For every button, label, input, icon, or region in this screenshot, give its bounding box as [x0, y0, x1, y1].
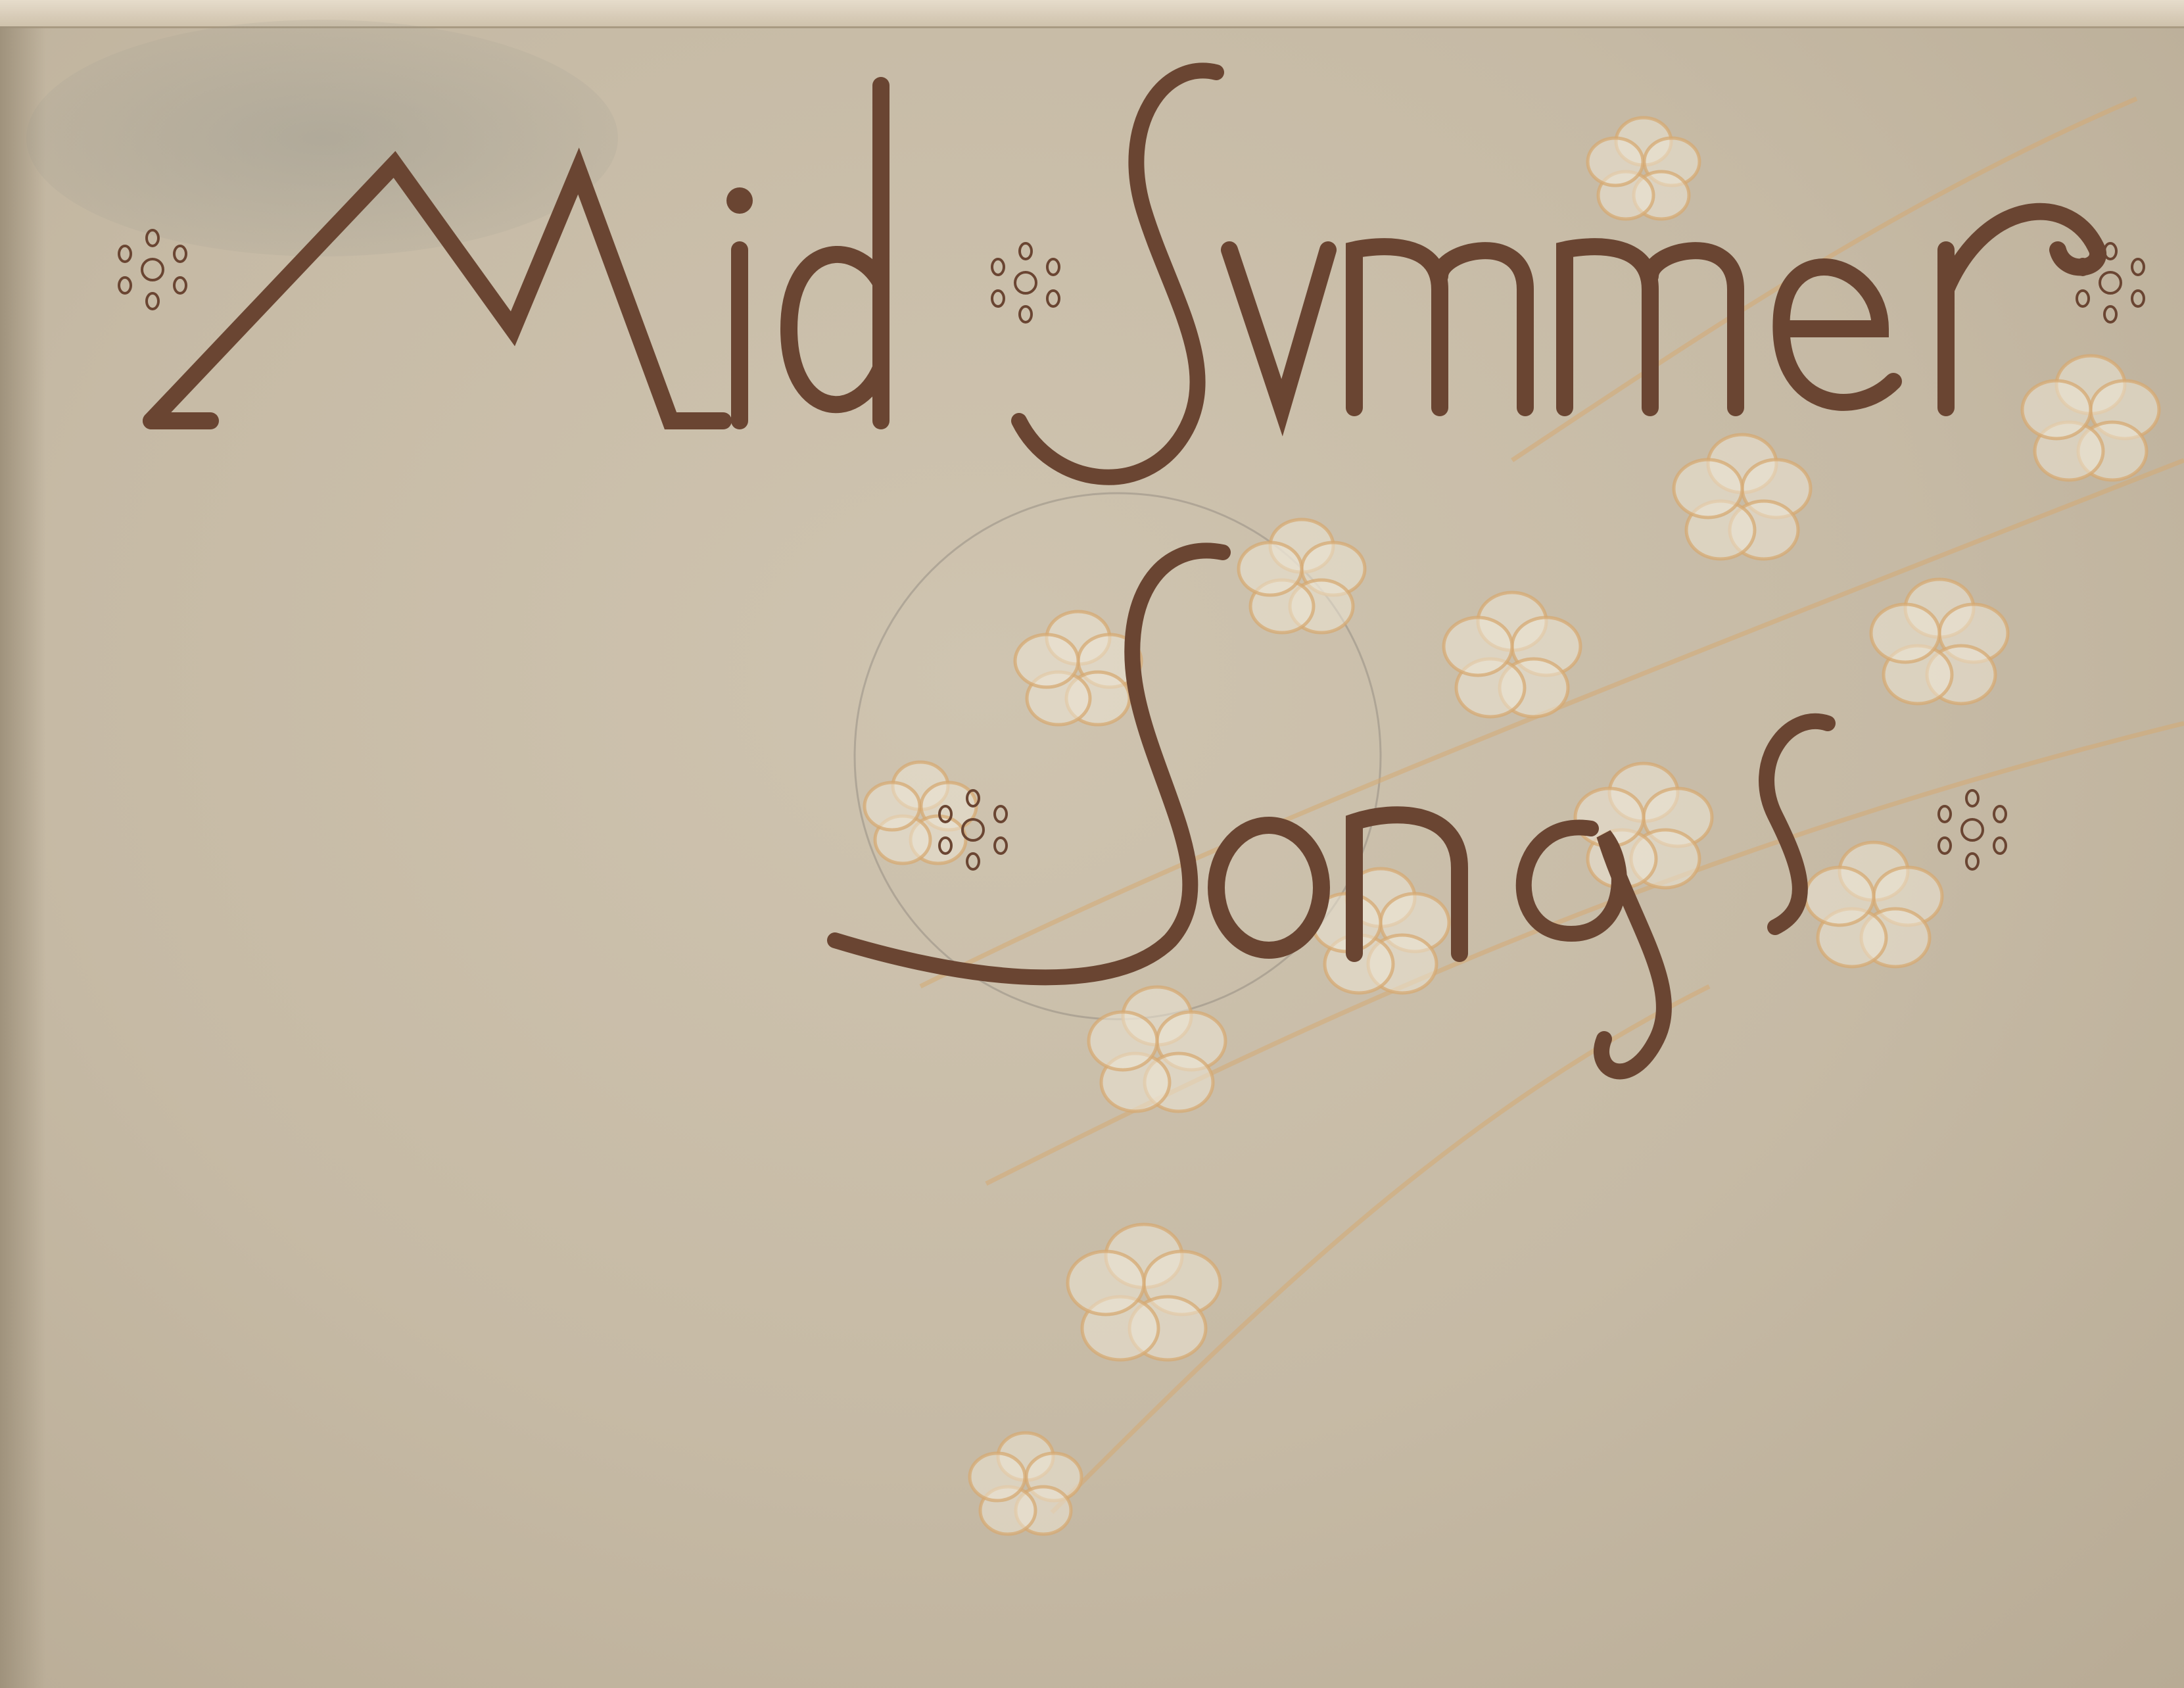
rosette-ornament-3: [2077, 243, 2144, 322]
blossom-cluster: [865, 118, 2159, 1534]
title-lettering: [151, 70, 2098, 1071]
title-line-2: Songs: [7, 13, 9, 14]
rosette-ornament-1: [119, 230, 186, 309]
rosette-ornament-2: [992, 243, 1059, 322]
rosette-ornament-5: [1939, 790, 2006, 869]
